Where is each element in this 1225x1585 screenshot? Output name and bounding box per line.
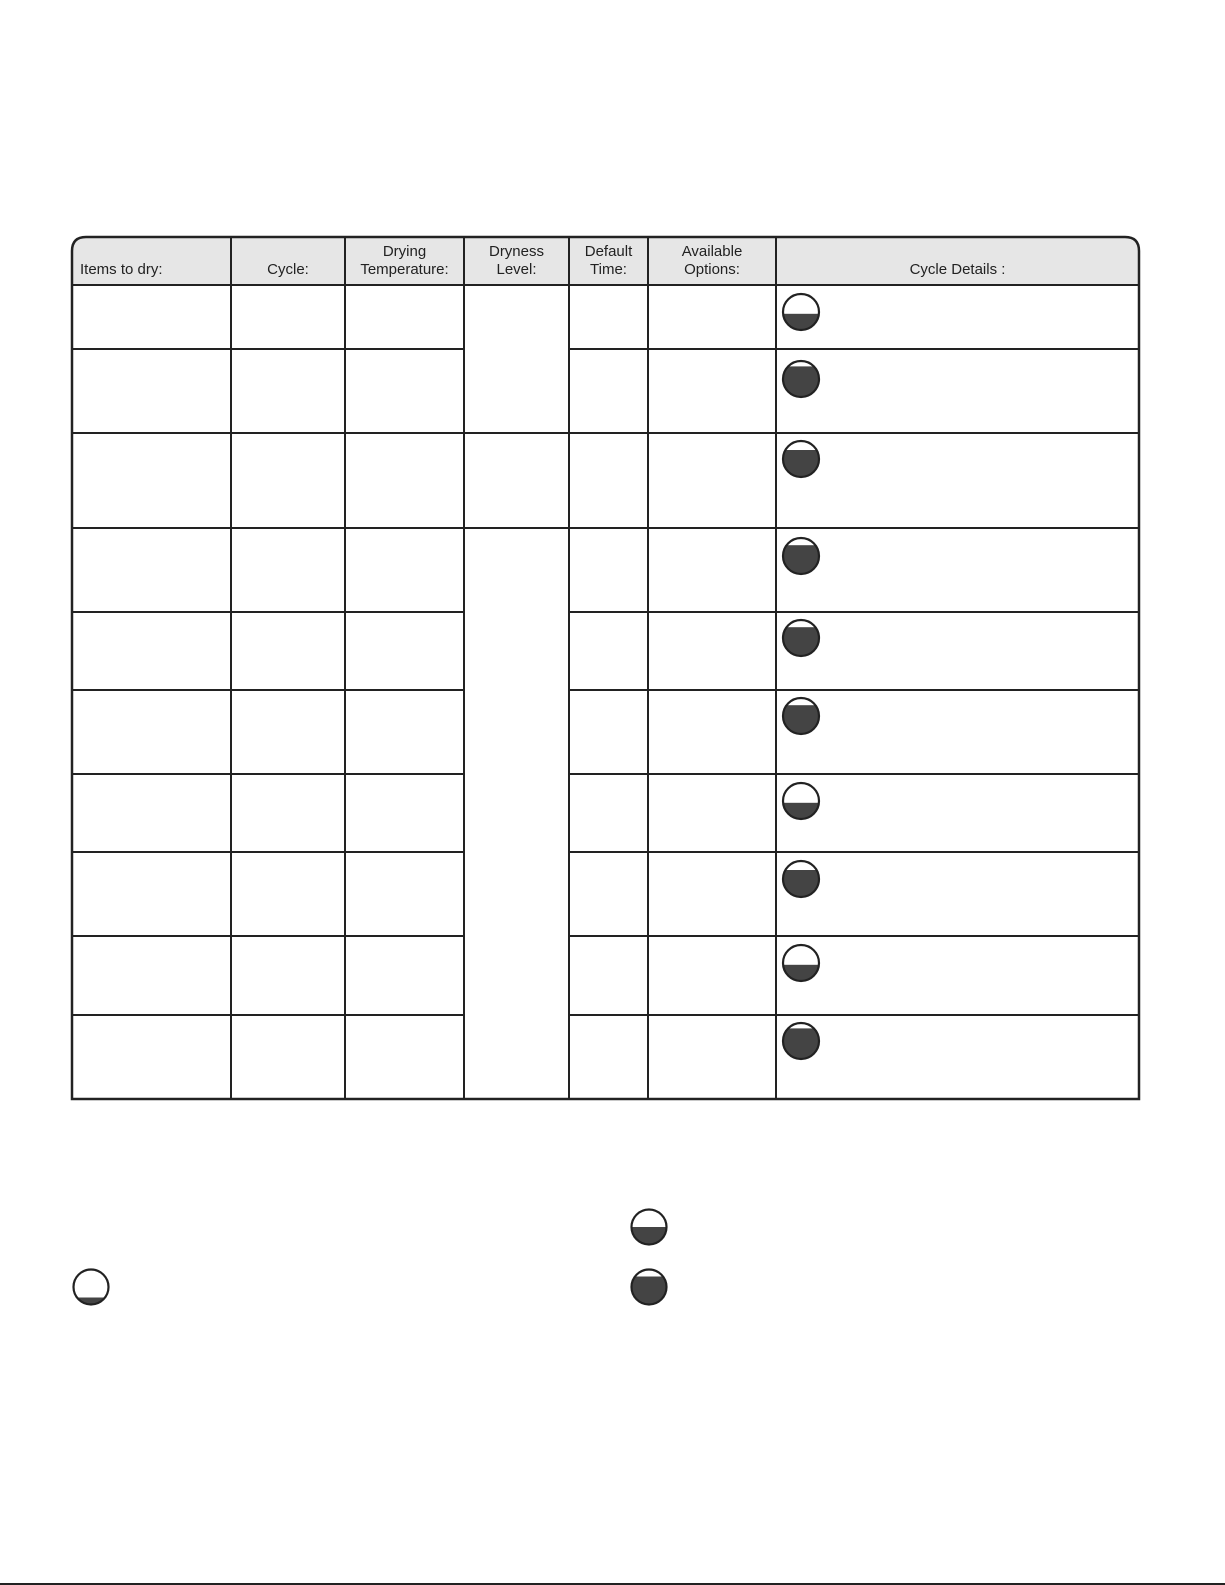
legend-large-load-icon — [630, 1268, 668, 1311]
load-level-icon — [783, 538, 819, 574]
load-level-icon — [783, 783, 819, 819]
load-level-icon — [632, 1270, 667, 1305]
header-available-options-line-2: Options: — [684, 261, 740, 278]
load-level-icon — [783, 945, 819, 981]
header-available-options-line-1: Available — [681, 243, 743, 260]
load-level-icon — [783, 441, 819, 477]
header-default-time-line-2: Time: — [590, 261, 627, 278]
load-level-icon — [783, 698, 819, 734]
legend-small-load-icon — [72, 1268, 110, 1311]
table-outer-border — [72, 237, 1139, 1099]
load-level-icon — [783, 1023, 819, 1059]
header-drying-temperature-line-2: Temperature: — [360, 261, 449, 278]
load-level-icon — [783, 620, 819, 656]
load-level-icon — [783, 861, 819, 897]
header-dryness-level-line-1: Dryness — [488, 243, 545, 260]
load-level-icon — [783, 361, 819, 397]
load-level-icon — [632, 1210, 667, 1245]
load-level-icon — [74, 1270, 109, 1305]
load-level-icon — [783, 294, 819, 330]
legend-medium-load-icon — [630, 1208, 668, 1251]
header-cycle-details: Cycle Details : — [909, 261, 1006, 278]
header-dryness-level-line-2: Level: — [496, 261, 537, 278]
header-default-time-line-1: Default — [584, 243, 633, 260]
header-drying-temperature-line-1: Drying — [382, 243, 427, 260]
header-items-to-dry: Items to dry: — [80, 261, 163, 278]
header-cycle: Cycle: — [267, 261, 309, 278]
